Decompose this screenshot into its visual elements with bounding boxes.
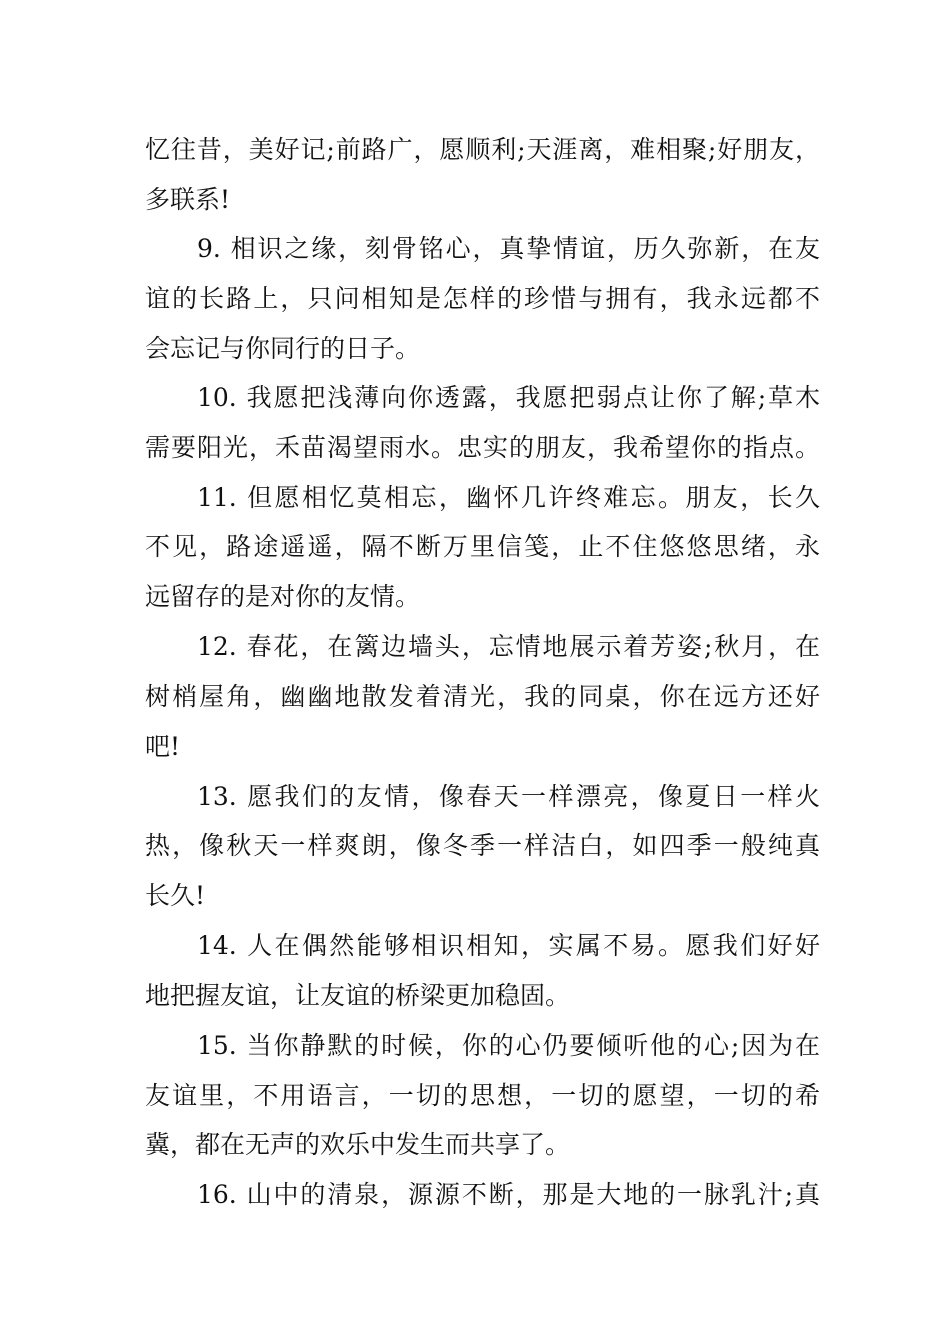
list-item-15-line: 15. 当你静默的时候，你的心仍要倾听他的心;因为在 — [197, 1031, 820, 1060]
list-item-13-line: 13. 愿我们的友情，像春天一样漂亮，像夏日一样火 — [197, 782, 820, 811]
list-item-9-line: 9. 相识之缘，刻骨铭心，真挚情谊，历久弥新，在友 — [197, 234, 820, 263]
text-line: 谊的长路上，只问相知是怎样的珍惜与拥有，我永远都不 — [145, 284, 820, 313]
text-line: 友谊里，不用语言，一切的思想，一切的愿望，一切的希 — [145, 1081, 820, 1110]
list-item-10-line: 10. 我愿把浅薄向你透露，我愿把弱点让你了解;草木 — [197, 383, 820, 412]
text-line: 忆往昔，美好记;前路广，愿顺利;天涯离，难相聚;好朋友， — [145, 135, 820, 164]
list-item-14-line: 14. 人在偶然能够相识相知，实属不易。愿我们好好 — [197, 931, 820, 960]
list-item-16-line: 16. 山中的清泉，源源不断，那是大地的一脉乳汁;真 — [197, 1180, 820, 1209]
text-line: 不见，路途遥遥，隔不断万里信笺，止不住悠悠思绪，永 — [145, 532, 820, 561]
text-line: 树梢屋角，幽幽地散发着清光，我的同桌，你在远方还好 — [145, 682, 820, 711]
list-item-11-line: 11. 但愿相忆莫相忘，幽怀几许终难忘。朋友，长久 — [197, 483, 820, 512]
text-line: 冀，都在无声的欢乐中发生而共享了。 — [145, 1130, 571, 1159]
text-line: 吧! — [145, 732, 181, 761]
text-line: 多联系! — [145, 185, 231, 214]
text-line: 长久! — [145, 881, 206, 910]
text-line: 需要阳光，禾苗渴望雨水。忠实的朋友，我希望你的指点。 — [145, 433, 820, 462]
list-item-12-line: 12. 春花，在篱边墙头，忘情地展示着芳姿;秋月，在 — [197, 632, 820, 661]
text-line: 远留存的是对你的友情。 — [145, 582, 421, 611]
text-line: 热，像秋天一样爽朗，像冬季一样洁白，如四季一般纯真 — [145, 831, 820, 860]
text-line: 会忘记与你同行的日子。 — [145, 334, 421, 363]
text-line: 地把握友谊，让友谊的桥梁更加稳固。 — [145, 981, 571, 1010]
